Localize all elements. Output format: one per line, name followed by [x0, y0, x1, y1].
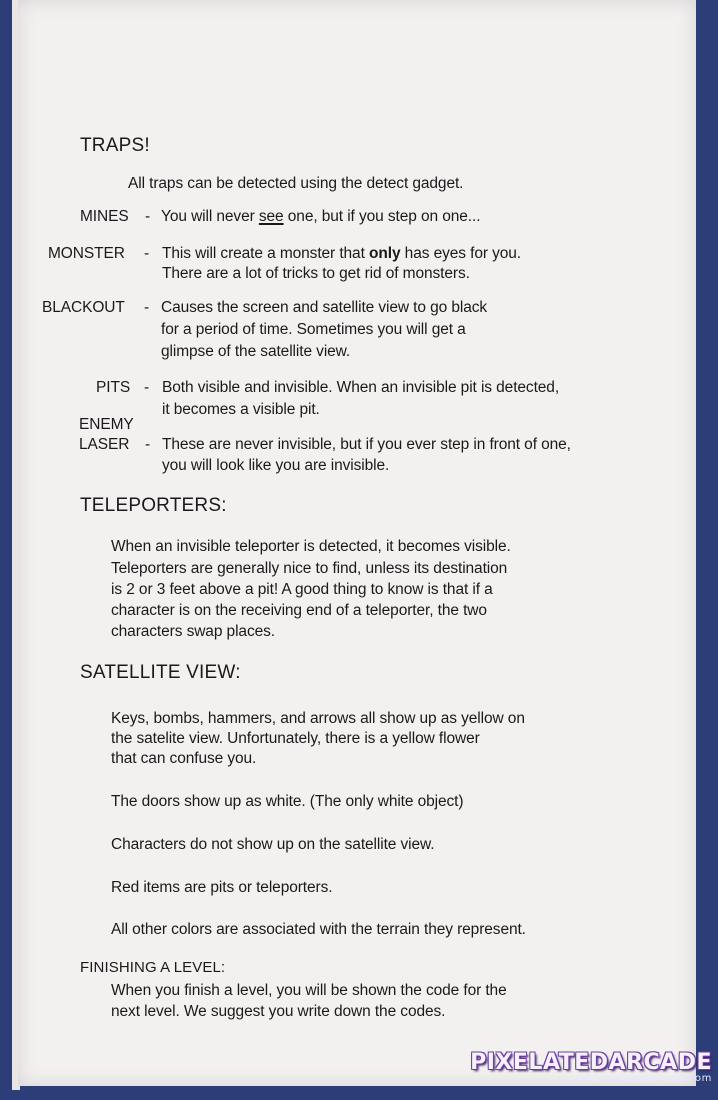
- teleporters-line: Teleporters are generally nice to find, unless its destination: [111, 560, 508, 577]
- satellite-doors: The doors show up as white. (The only white object): [111, 793, 464, 810]
- enemy-term: ENEMY: [79, 416, 134, 433]
- satellite-paragraph-line: Keys, bombs, hammers, and arrows all show up as yellow on: [111, 710, 525, 727]
- laser-line2: you will look like you are invisible.: [162, 457, 390, 474]
- emphasis-see: see: [258, 208, 284, 225]
- finishing-line: next level. We suggest you write down the codes.: [111, 1003, 446, 1020]
- blackout-line3: glimpse of the satellite view.: [161, 343, 351, 360]
- mines-term: MINES: [80, 208, 129, 225]
- monster-term: MONSTER: [48, 245, 125, 262]
- teleporters-heading: TELEPORTERS:: [80, 495, 227, 516]
- site-watermark: [470, 1050, 712, 1084]
- satellite-heading: SATELLITE VIEW:: [80, 662, 241, 683]
- finishing-heading: FINISHING A LEVEL:: [80, 959, 226, 976]
- traps-heading: TRAPS!: [80, 135, 150, 156]
- satellite-characters: Characters do not show up on the satellite view.: [111, 836, 435, 853]
- laser-dash: -: [145, 436, 151, 453]
- teleporters-line: When an invisible teleporter is detected, it becomes visible.: [111, 538, 511, 555]
- pits-line1: Both visible and invisible. When an invisible pit is detected,: [162, 379, 560, 396]
- blackout-line2: for a period of time. Sometimes you will get a: [161, 321, 466, 338]
- traps-intro: All traps can be detected using the detect gadget.: [128, 175, 464, 192]
- satellite-paragraph-line: that can confuse you.: [111, 750, 257, 767]
- pits-term: PITS: [96, 379, 131, 396]
- teleporters-line: is 2 or 3 feet above a pit! A good thing to know is that if a: [111, 581, 493, 598]
- satellite-terrain: All other colors are associated with the terrain they represent.: [111, 921, 526, 938]
- teleporters-line: character is on the receiving end of a teleporter, the two: [111, 602, 487, 619]
- laser-line1: These are never invisible, but if you ever step in front of one,: [162, 436, 571, 453]
- blackout-term: BLACKOUT: [42, 299, 125, 316]
- finishing-line: When you finish a level, you will be shown the code for the: [111, 982, 507, 999]
- monster-description-line2: There are a lot of tricks to get rid of monsters.: [162, 265, 470, 282]
- pits-line2: it becomes a visible pit.: [162, 401, 320, 418]
- pits-dash: -: [144, 379, 150, 396]
- blackout-line1: Causes the screen and satellite view to go black: [161, 299, 488, 316]
- mines-description: You will never see one, but if you step on one...: [161, 208, 481, 225]
- mines-dash: -: [145, 208, 151, 225]
- watermark-url: www.pixelatedarcade.com: [566, 1073, 712, 1084]
- laser-term: LASER: [79, 436, 130, 453]
- satellite-red-items: Red items are pits or teleporters.: [111, 879, 333, 896]
- monster-dash: -: [144, 245, 150, 262]
- satellite-paragraph-line: the satelite view. Unfortunately, there is a yellow flower: [111, 730, 480, 747]
- emphasis-only: only: [369, 245, 401, 262]
- monster-description: This will create a monster that only has eyes for you.: [162, 245, 522, 262]
- blackout-dash: -: [144, 299, 150, 316]
- teleporters-line: characters swap places.: [111, 623, 275, 640]
- watermark-logo: PIXELATEDARCADE: [470, 1050, 712, 1075]
